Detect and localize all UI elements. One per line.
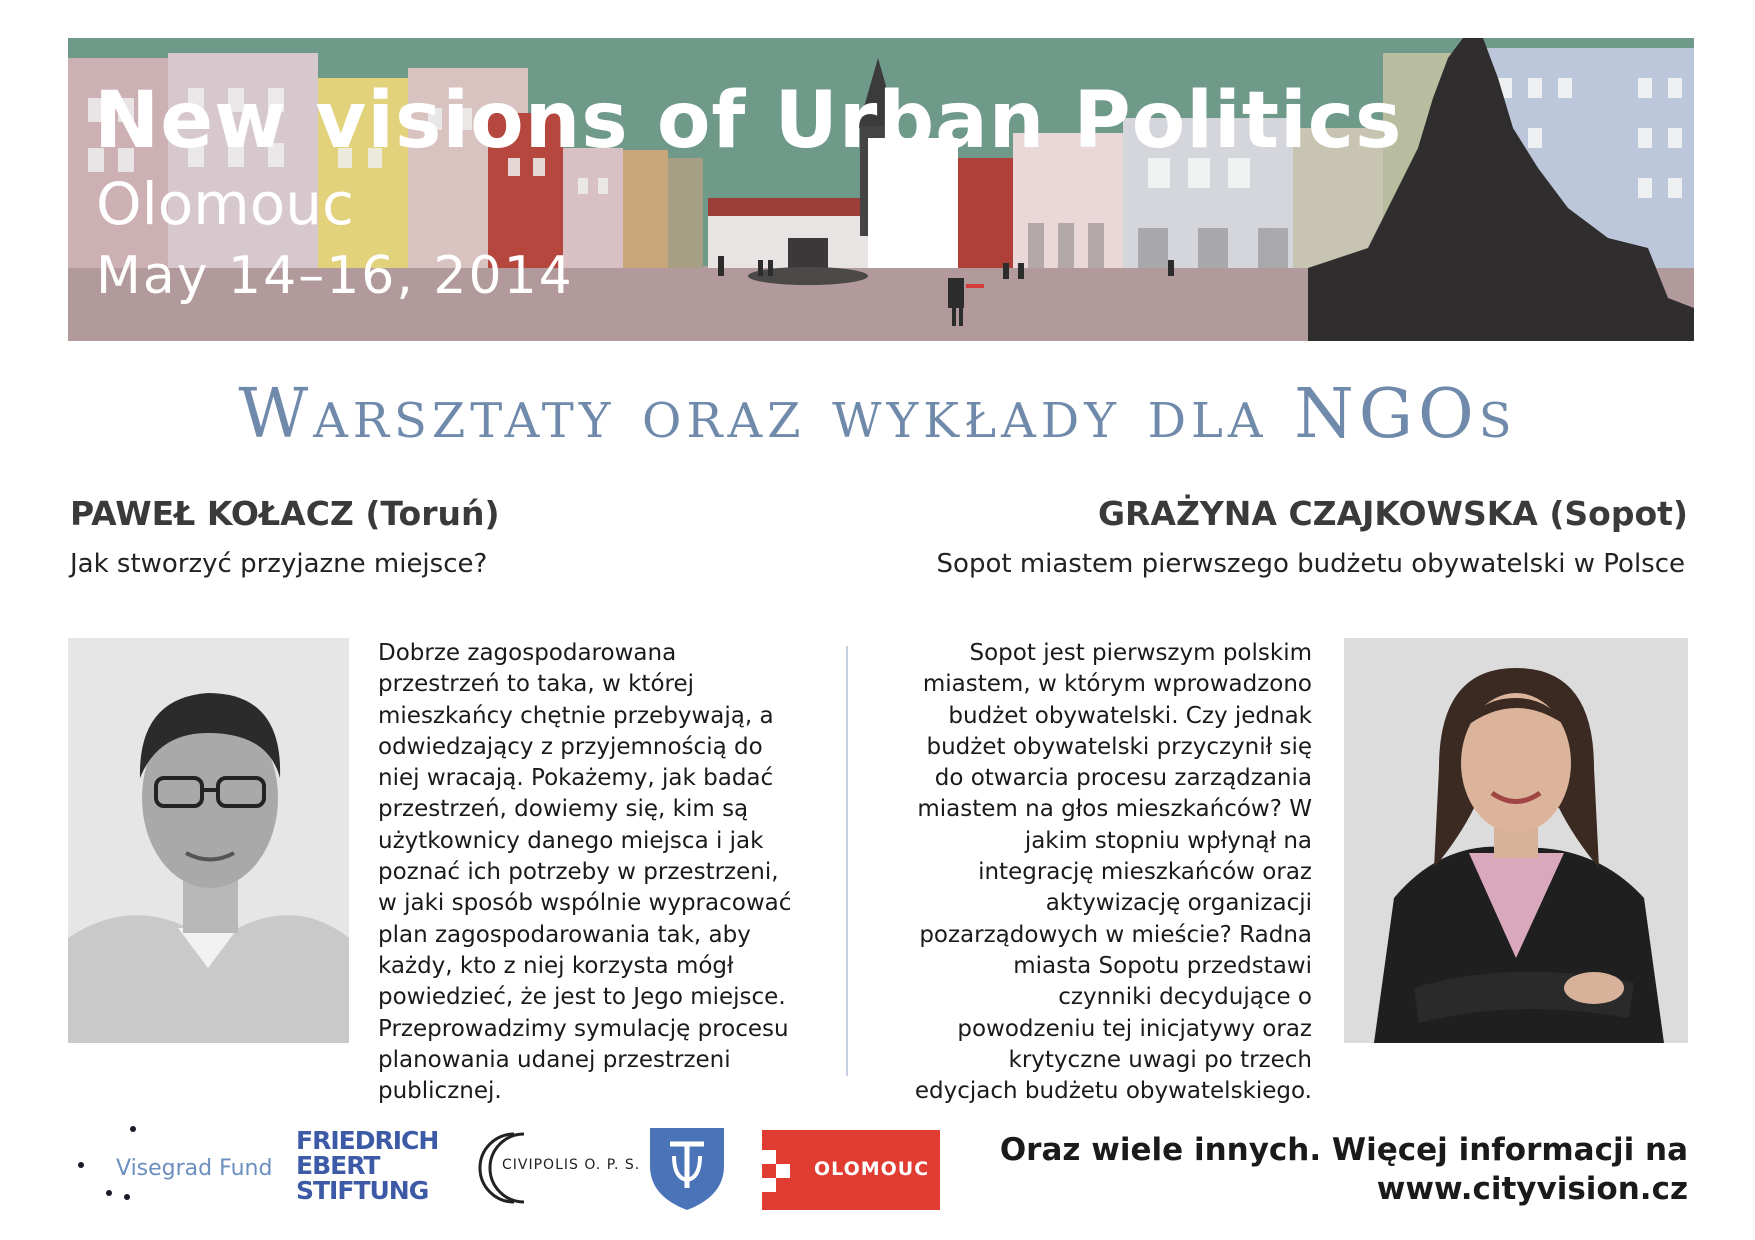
speaker-name-left: PAWEŁ KOŁACZ (Toruń) bbox=[70, 494, 500, 533]
event-city: Olomouc bbox=[96, 170, 354, 238]
website-link[interactable]: www.cityvision.cz bbox=[1376, 1171, 1688, 1207]
description-line: edycjach budżetu obywatelskiego. bbox=[914, 1078, 1312, 1105]
description-line: miastem na głos mieszkańców? W bbox=[917, 796, 1312, 823]
description-line: miastem, w którym wprowadzono bbox=[922, 671, 1312, 698]
fes-line: EBERT bbox=[296, 1151, 380, 1180]
description-line: niej wracają. Pokażemy, jak badać bbox=[378, 765, 774, 792]
header-banner bbox=[68, 38, 1694, 341]
description-line: Przeprowadzimy symulację procesu bbox=[378, 1015, 789, 1042]
description-line: krytyczne uwagi po trzech bbox=[1008, 1046, 1312, 1073]
description-line: użytkownicy danego miejsca i jak bbox=[378, 827, 764, 854]
speaker-photo-left bbox=[68, 638, 349, 1043]
description-line: do otwarcia procesu zarządzania bbox=[934, 765, 1312, 792]
description-line: aktywizację organizacji bbox=[1045, 890, 1312, 917]
olomouc-text: OLOMOUC bbox=[814, 1158, 930, 1180]
description-line: miasta Sopotu przedstawi bbox=[1013, 952, 1312, 979]
description-line: odwiedzający z przyjemnością do bbox=[378, 733, 763, 760]
description-line: przestrzeń, dowiemy się, kim są bbox=[378, 796, 749, 823]
speaker-topic-right: Sopot miastem pierwszego budżetu obywatelski w Polsce bbox=[936, 549, 1685, 579]
description-line: powiedzieć, że jest to Jego miejsce. bbox=[378, 984, 786, 1011]
description-line: powodzeniu tej inicjatywy oraz bbox=[957, 1015, 1312, 1042]
page-heading: Warsztaty oraz wykłady dla NGOs bbox=[238, 375, 1517, 454]
description-line: poznać ich potrzeby w przestrzeni, bbox=[378, 859, 779, 886]
speaker-topic-left: Jak stworzyć przyjazne miejsce? bbox=[70, 549, 488, 579]
description-line: publicznej. bbox=[378, 1078, 502, 1105]
description-line: plan zagospodarowania tak, aby bbox=[378, 921, 751, 948]
palacky-university-logo bbox=[648, 1126, 726, 1210]
olomouc-city-logo bbox=[762, 1130, 940, 1210]
description-line: w jaki sposób wspólnie wypracować bbox=[378, 890, 792, 917]
description-line: pozarządowych w mieście? Radna bbox=[919, 921, 1312, 948]
visegrad-fund-logo bbox=[76, 1126, 276, 1206]
event-title: New visions of Urban Politics bbox=[94, 76, 1403, 166]
speaker-name-right: GRAŻYNA CZAJKOWSKA (Sopot) bbox=[1097, 494, 1688, 533]
visegrad-fund-text: Visegrad Fund bbox=[116, 1156, 273, 1181]
description-line: planowania udanej przestrzeni bbox=[378, 1046, 731, 1073]
speaker-description-left bbox=[378, 638, 828, 1107]
description-line: jakim stopniu wpłynął na bbox=[1024, 827, 1312, 854]
event-date: May 14–16, 2014 bbox=[96, 246, 574, 306]
description-line: Dobrze zagospodarowana bbox=[378, 640, 677, 666]
description-line: czynniki decydujące o bbox=[1058, 984, 1312, 1011]
fes-line: FRIEDRICH bbox=[296, 1126, 439, 1155]
fes-line: STIFTUNG bbox=[296, 1176, 429, 1205]
speaker-description-right bbox=[880, 638, 1312, 1107]
civipolis-text: CIVIPOLIS O. P. S. bbox=[502, 1157, 641, 1173]
civipolis-logo bbox=[472, 1128, 641, 1208]
description-line: integrację mieszkańców oraz bbox=[978, 859, 1312, 886]
description-line: Sopot jest pierwszym polskim bbox=[969, 640, 1312, 666]
description-line: budżet obywatelski przyczynił się bbox=[926, 733, 1312, 760]
column-divider bbox=[846, 646, 848, 1076]
description-line: budżet obywatelski. Czy jednak bbox=[948, 702, 1312, 729]
description-line: mieszkańcy chętnie przebywają, a bbox=[378, 702, 774, 729]
more-info-text: Oraz wiele innych. Więcej informacji na bbox=[999, 1132, 1688, 1168]
description-line: każdy, kto z niej korzysta mógł bbox=[378, 952, 734, 979]
friedrich-ebert-stiftung-logo bbox=[296, 1128, 446, 1208]
description-line: przestrzeń to taka, w której bbox=[378, 671, 695, 698]
speaker-photo-right bbox=[1344, 638, 1688, 1043]
